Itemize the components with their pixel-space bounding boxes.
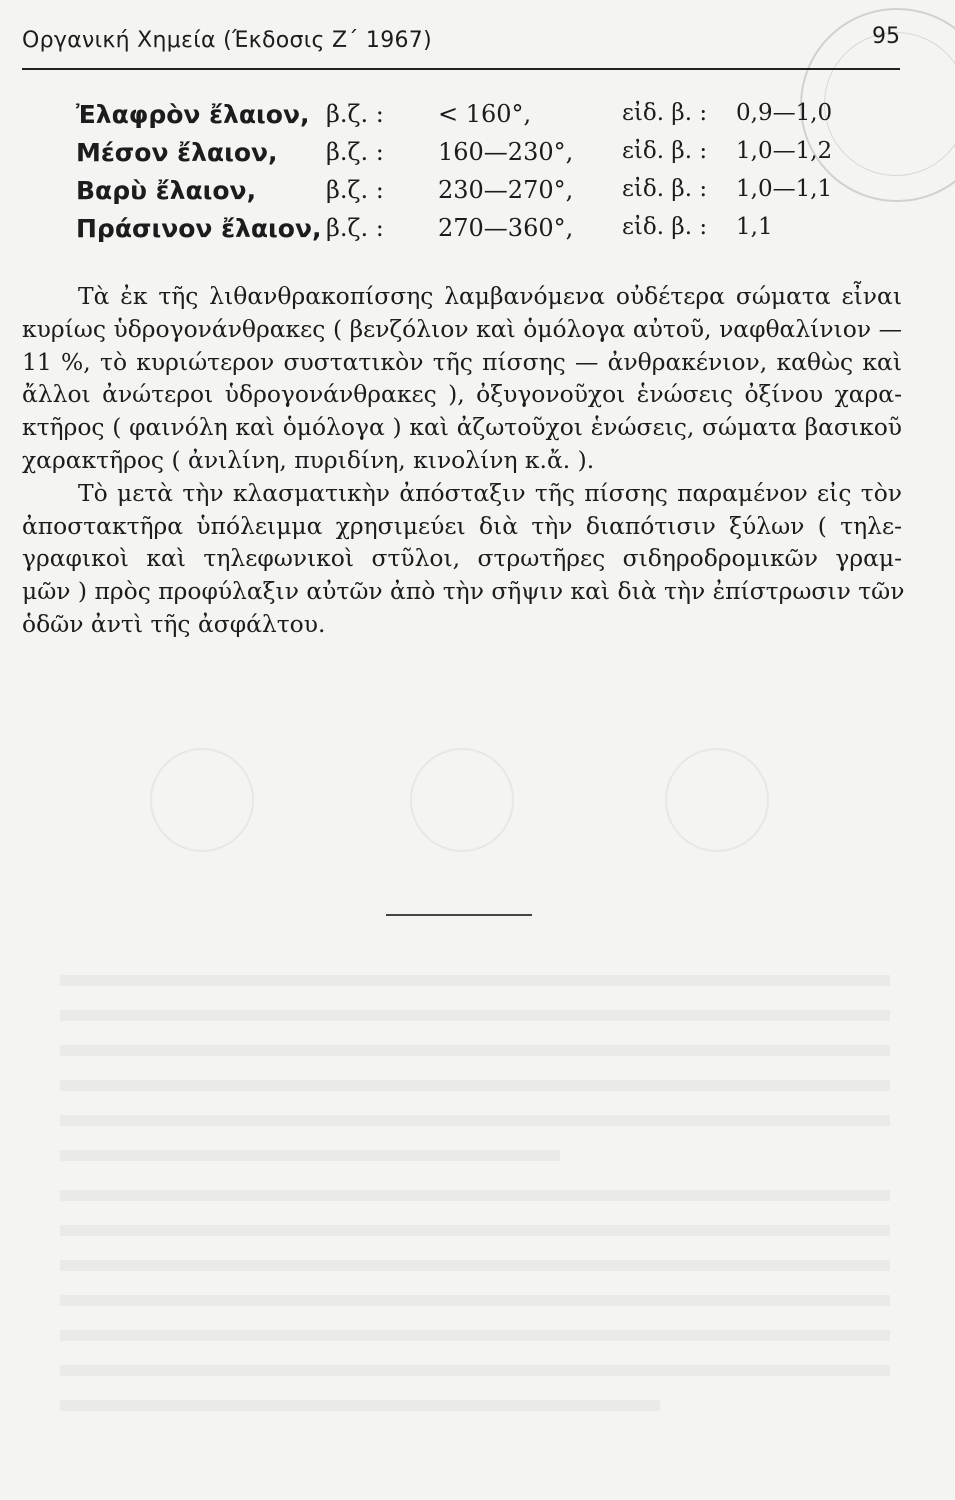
oil-name: Πράσινον ἔλαιον, xyxy=(76,214,322,243)
page-number: 95 xyxy=(872,24,900,49)
bleed-through-line xyxy=(60,1080,890,1091)
oil-fraction-row xyxy=(76,176,876,214)
boiling-point-value: 160—230°, xyxy=(438,138,574,166)
boiling-point-value: < 160°, xyxy=(438,100,532,128)
text-line: χαρακτῆρος ( ἀνιλίνη, πυριδίνη, κινολίνη κ.ἄ. ). xyxy=(22,445,595,474)
bleed-through-ring xyxy=(410,748,514,852)
text-line: Τὰ ἐκ τῆς λιθανθρακοπίσσης λαμβανόμενα οὐδέτερα σώματα εἶναι xyxy=(78,282,902,310)
text-line: 11 %, τὸ κυριώτερον συστατικὸν τῆς πίσσης — ἀνθρακένιον, καθὼς καὶ xyxy=(22,347,902,376)
bleed-through-line xyxy=(60,1295,890,1306)
specific-gravity-label: εἰδ. β. : xyxy=(622,100,708,126)
bleed-through-line xyxy=(60,1190,890,1201)
oil-fraction-row xyxy=(76,100,876,138)
bleed-through-ring xyxy=(150,748,254,852)
bleed-through-line xyxy=(60,1115,890,1126)
bleed-through-line xyxy=(60,1260,890,1271)
specific-gravity-label: εἰδ. β. : xyxy=(622,176,708,202)
bleed-through-line xyxy=(60,1150,560,1161)
text-line: Τὸ μετὰ τὴν κλασματικὴν ἀπόσταξιν τῆς πίσσης παραμένον εἰς τὸν xyxy=(78,478,902,507)
specific-gravity-value: 0,9—1,0 xyxy=(736,100,833,126)
text-line: κτῆρος ( φαινόλη καὶ ὁμόλογα ) καὶ ἀζωτοῦχοι ἑνώσεις, σώματα βασικοῦ xyxy=(22,413,902,442)
text-line: ἀποστακτῆρα ὑπόλειμμα χρησιμεύει διὰ τὴν διαπότισιν ξύλων ( τηλε- xyxy=(22,511,902,540)
text-line: ἄλλοι ἀνώτεροι ὑδρογονάνθρακες ), ὀξυγονοῦχοι ἑνώσεις ὀξίνου χαρα- xyxy=(22,380,902,409)
text-line: μῶν ) πρὸς προφύλαξιν αὐτῶν ἀπὸ τὴν σῆψιν καὶ διὰ τὴν ἐπίστρωσιν τῶν xyxy=(22,577,905,606)
boiling-point-label: β.ζ. : xyxy=(326,176,384,204)
tar-oil-fractions xyxy=(76,100,876,252)
bleed-through-line xyxy=(60,1365,890,1376)
paragraph-neutral-substances xyxy=(22,280,902,477)
boiling-point-label: β.ζ. : xyxy=(326,138,384,166)
text-line: ὁδῶν ἀντὶ τῆς ἀσφάλτου. xyxy=(22,609,326,638)
section-end-rule xyxy=(386,914,532,916)
boiling-point-value: 230—270°, xyxy=(438,176,574,204)
bleed-through-line xyxy=(60,1330,890,1341)
oil-fraction-row xyxy=(76,214,876,252)
bleed-through-ring xyxy=(665,748,769,852)
oil-name: Βαρὺ ἔλαιον, xyxy=(76,176,257,205)
boiling-point-label: β.ζ. : xyxy=(326,214,384,242)
oil-name: Μέσον ἔλαιον, xyxy=(76,138,278,167)
specific-gravity-value: 1,0—1,1 xyxy=(736,176,833,202)
bleed-through-line xyxy=(60,1400,660,1411)
bleed-through-line xyxy=(60,975,890,986)
bleed-through-line xyxy=(60,1045,890,1056)
boiling-point-value: 270—360°, xyxy=(438,214,574,242)
bleed-through-line xyxy=(60,1010,890,1021)
running-title: Οργανική Χημεία (Έκδοσις Ζ΄ 1967) xyxy=(22,28,432,53)
paragraph-tar-residue xyxy=(22,477,905,641)
body-text xyxy=(22,280,905,641)
boiling-point-label: β.ζ. : xyxy=(326,100,384,128)
bleed-through-line xyxy=(60,1225,890,1236)
oil-fraction-row xyxy=(76,138,876,176)
text-line: κυρίως ὑδρογονάνθρακες ( βενζόλιον καὶ ὁμόλογα αὐτοῦ, ναφθαλίνιον — xyxy=(22,314,902,343)
specific-gravity-value: 1,0—1,2 xyxy=(736,138,833,164)
text-line: γραφικοὶ καὶ τηλεφωνικοὶ στῦλοι, στρωτῆρες σιδηροδρομικῶν γραμ- xyxy=(22,544,902,573)
page-header xyxy=(22,24,900,70)
oil-name: Ἐλαφρὸν ἔλαιον, xyxy=(76,100,310,129)
specific-gravity-label: εἰδ. β. : xyxy=(622,138,708,164)
specific-gravity-label: εἰδ. β. : xyxy=(622,214,708,240)
specific-gravity-value: 1,1 xyxy=(736,214,773,240)
